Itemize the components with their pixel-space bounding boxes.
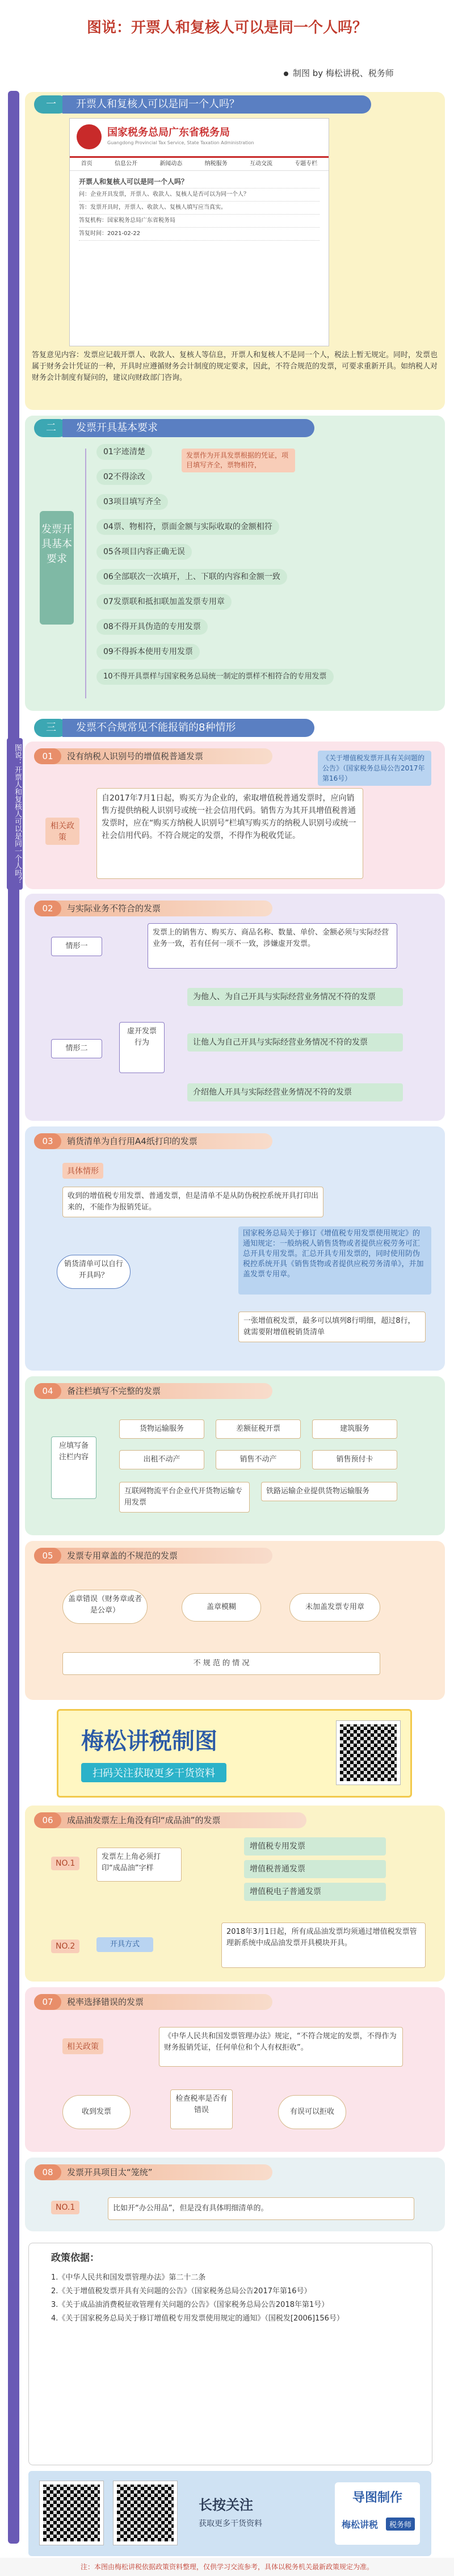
seal-issue: 未加盖发票专用章 [289, 1593, 380, 1622]
case02-heading: 02 与实际业务不符合的发票 [34, 900, 272, 916]
note-item: 销售不动产 [216, 1450, 301, 1469]
oil-invoice-type: 增值税普通发票 [244, 1860, 386, 1878]
policy-item: 4.《关于国家税务总局关于修订增值税专用发票使用规定的通知》（国税发[2006]156号） [51, 2314, 344, 2323]
left-rail-label: 图说：开票人和复核人可以是同一个人吗？ [7, 738, 23, 890]
requirement-item: 05各项目内容正确无误 [96, 544, 192, 560]
nav-item[interactable]: 信息公开 [114, 161, 137, 167]
nav-item[interactable]: 专题专栏 [295, 161, 318, 167]
requirement-item: 10不得开具票样与国家税务总局统一制定的票样不相符合的专用发票 [96, 669, 334, 685]
note-item: 差额征税开票 [216, 1419, 301, 1439]
requirement-item: 07发票联和抵扣联加盖发票专用章 [96, 594, 232, 610]
case02-case2-item: 介绍他人开具与实际经营业务情况不符的发票 [187, 1083, 403, 1101]
requirement-note: 发票作为开具发票根据的凭证，项目填写齐全，票物相符， [182, 449, 295, 472]
oil-invoice-type: 增值税电子普通发票 [244, 1883, 386, 1901]
site-row: 答：发票开具时，开票人、收款人、复核人填写应当真实。 [79, 202, 320, 215]
case07-text: 《中华人民共和国发票管理办法》规定，“不符合规定的发票，不得作为财务报销凭证，任何单位和个人有权拒收”。 [159, 2027, 403, 2067]
footer [28, 2471, 431, 2556]
site-subtitle: Guangdong Provincial Tax Service, State Taxation Administration [107, 140, 254, 145]
case06-sub2-label: 开具方式 [96, 1937, 153, 1952]
site-nav [70, 158, 329, 171]
banner-title: 梅松讲税制图 [81, 1728, 217, 1754]
note-item: 互联网物流平台企业代开货物运输专用发票 [119, 1482, 250, 1513]
policy-item: 3.《关于成品油消费税征收管理有关问题的公告》（国家税务总局公告2018年第1号） [51, 2301, 329, 2309]
case02-case2-item: 让他人为自己开具与实际经营业务情况不符的发票 [187, 1033, 403, 1052]
case05-heading: 05 发票专用章盖的不规范的发票 [34, 1548, 272, 1564]
case02-case2-label: 情形二 [51, 1039, 102, 1058]
flow-step: 有误可以拒收 [278, 2095, 346, 2129]
case06-sub1-text: 发票左上角必须打印“成品油”字样 [96, 1848, 182, 1882]
footer-follow-sub: 获取更多干货资料 [199, 2519, 262, 2528]
disclaimer: 注：本图由梅松讲税依据政策资料整理，仅供学习交流参考，具体以税务机关最新政策规定为准。 [0, 2558, 454, 2576]
case02-case2-mid: 虚开发票行为 [119, 1022, 165, 1073]
case03-heading: 03 销货清单为自行用A4纸打印的发票 [34, 1133, 272, 1149]
case06-sub2-text: 2018年3月1日起，所有成品油发票均须通过增值税发票管理新系统中成品油发票开具模块开具。 [221, 1922, 426, 1968]
flow-step: 收到发票 [62, 2095, 131, 2129]
footer-brand-box [335, 2482, 420, 2545]
page-title: 图说：开票人和复核人可以是同一个人吗？ [86, 19, 367, 36]
nav-item[interactable]: 互动交流 [249, 161, 272, 167]
case01-text: 自2017年7月1日起，购买方为企业的，索取增值税普通发票时，应向销售方提供纳税人识别号或统一社会信用代码。销售方为其开具增值税普通发票时，应在“购买方纳税人识别号”栏填写购买方的纳税人识别号或统一社会信用代码。不符合规定的发票，不得作为税收凭证。 [96, 788, 363, 879]
case04-label: 应填写备注栏内容 [51, 1436, 96, 1499]
case01-heading: 01 没有纳税人识别号的增值税普通发票 [34, 748, 272, 764]
seal-issue: 盖章模糊 [182, 1593, 261, 1622]
requirement-item: 03项目填写齐全 [96, 494, 168, 510]
requirement-item: 06全部联次一次填开，上、下联的内容和金额一致 [96, 569, 287, 585]
case02-case2-item: 为他人、为自己开具与实际经营业务情况不符的发票 [187, 988, 403, 1006]
section3-number: 三 [34, 719, 68, 737]
section2-title: 发票开具基本要求 [62, 419, 314, 437]
section1-title: 开票人和复核人可以是同一个人吗？ [62, 95, 371, 114]
case02-case1-label: 情形一 [51, 937, 102, 956]
qr-code-icon [337, 1721, 400, 1785]
nav-item[interactable]: 纳税服务 [204, 161, 228, 167]
note-item: 出租不动产 [119, 1450, 204, 1469]
policy-item: 2.《关于增值税发票开具有关问题的公告》（国家税务总局公告2017年第16号） [51, 2287, 312, 2296]
requirement-item: 09不得拆本使用专用发票 [96, 644, 200, 660]
nav-item[interactable]: 首页 [81, 161, 93, 167]
section1-answer: 答复意见内容：发票应记载开票人、收款人、复核人等信息，开票人和复核人不是同一个人，税法上暂无规定。同时，发票也属于财务会计凭证的一种，开具时应遵循财务会计制度的规定要求，因此，不符合规范的发票，可要求重新开具。如纳税人对财务会计制度有疑问的，建议向财政部门咨询。 [32, 351, 438, 382]
banner-subtitle: 扫码关注获取更多干货资料 [81, 1763, 226, 1782]
case03-label: 具体情形 [62, 1163, 103, 1179]
policy-item: 1.《中华人民共和国发票管理办法》第二十二条 [51, 2273, 206, 2282]
tax-emblem-icon [77, 124, 102, 149]
tax-site-screenshot [69, 118, 329, 346]
site-title: 国家税务总局广东省税务局 [107, 127, 230, 139]
footer-follow: 长按关注 [199, 2497, 253, 2513]
case06-heading: 06 成品油发票左上角没有印“成品油”的发票 [34, 1812, 306, 1828]
byline: 制图 by 梅松讲税、税务师 [284, 67, 394, 79]
case04-heading: 04 备注栏填写不完整的发票 [34, 1383, 272, 1399]
flow-step: 检查税率是否有错误 [170, 2089, 233, 2129]
site-row: 问：企业开具发票，开票人、收款人、复核人是否可以为同一个人？ [79, 189, 320, 202]
note-item: 货物运输服务 [119, 1419, 204, 1439]
qr-code-icon [40, 2481, 103, 2545]
note-item: 销售预付卡 [312, 1450, 397, 1469]
section2-side-label: 发票开具基本要求 [40, 511, 74, 625]
nav-item[interactable]: 新闻动态 [159, 161, 183, 167]
note-item: 铁路运输企业提供货物运输服务 [261, 1482, 397, 1501]
section3-title: 发票不合规常见不能报销的8种情形 [62, 719, 314, 737]
requirement-item: 04票、物相符，票面金额与实际收取的金额相符 [96, 519, 279, 535]
case01-ref: 《关于增值税发票开具有关问题的公告》（国家税务总局公告2017年第16号） [318, 751, 431, 786]
qr-code-icon [114, 2481, 177, 2545]
tree-connector [85, 449, 86, 698]
footer-made: 导图制作 [352, 2491, 402, 2505]
case03-question: 销货清单可以自行开具吗？ [57, 1255, 131, 1289]
case06-sub1: NO.1 [51, 1857, 79, 1870]
oil-invoice-type: 增值税专用发票 [244, 1837, 386, 1855]
section1-number: 一 [34, 95, 68, 114]
requirement-item: 02不得涂改 [96, 469, 152, 485]
seal-issue-footer: 不 规 范 的 情 况 [62, 1652, 380, 1675]
case01-label: 相关政策 [45, 818, 79, 845]
case03-text3: 一张增值税发票，最多可以填列8行明细，超过8行，就需要附增值税销货清单 [238, 1312, 426, 1342]
footer-brand: 梅松讲税 [342, 2519, 379, 2530]
case08-text: 比如开“办公用品”，但是没有具体明细清单的。 [108, 2197, 414, 2220]
policy-list [51, 2271, 414, 2326]
brand-banner [57, 1709, 412, 1798]
site-body [70, 171, 329, 245]
site-row: 答复时间：2021-02-22 [79, 228, 320, 241]
seal-issue: 盖章错误（财务章或者是公章） [62, 1590, 148, 1624]
requirement-item: 01字迹清楚 [96, 444, 152, 460]
case03-text1: 收到的增值税专用发票、普通发票，但是清单不是从防伪税控系统开具打印出来的，不能作为报销凭证。 [62, 1187, 323, 1217]
left-rail [8, 91, 19, 2544]
site-row: 答复机构：国家税务总局广东省税务局 [79, 215, 320, 228]
site-header [70, 119, 329, 158]
footer-brand-tag: 税务师 [386, 2518, 415, 2531]
section2-number: 二 [34, 419, 68, 437]
case02-case1-text: 发票上的销售方、购买方、商品名称、数量、单价、金额必须与实际经营业务一致，若有任何一项不一致，涉嫌虚开发票。 [148, 923, 397, 969]
requirement-item: 08不得开具伪造的专用发票 [96, 619, 208, 635]
bullet-icon [284, 72, 288, 76]
policy-title: 政策依据： [51, 2252, 99, 2264]
case08-heading: 08 发票开具项目太“笼统” [34, 2164, 272, 2180]
case03-text2: 国家税务总局关于修订《增值税专用发票使用规定》的通知规定：一般纳税人销售货物或者提供应税劳务可汇总开具专用发票。汇总开具专用发票的，同时使用防伪税控系统开具《销售货物或者提供应税劳务清单》，并加盖发票专用章。 [238, 1226, 431, 1295]
case06-sub2: NO.2 [51, 1940, 79, 1953]
case08-sub: NO.1 [51, 2201, 79, 2214]
case07-heading: 07 税率选择错误的发票 [34, 1994, 272, 2010]
note-item: 建筑服务 [312, 1419, 397, 1439]
case07-label: 相关政策 [62, 2038, 103, 2054]
site-row: 开票人和复核人可以是同一个人吗？ [79, 175, 320, 189]
